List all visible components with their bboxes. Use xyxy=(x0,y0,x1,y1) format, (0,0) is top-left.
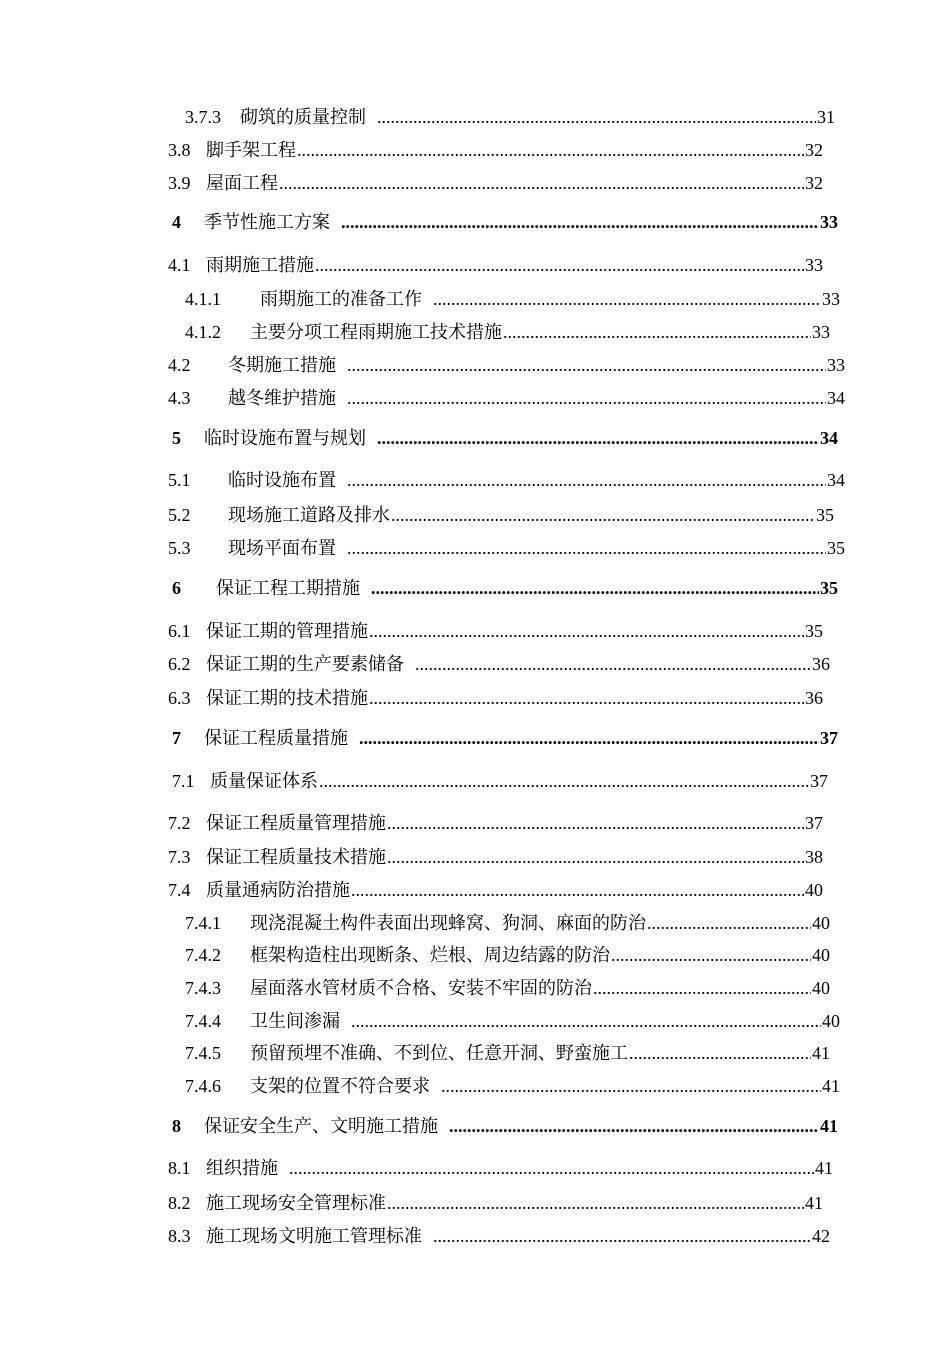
toc-entry-page-number: 41 xyxy=(820,1116,838,1136)
toc-entry-title: 施工现场安全管理标准 xyxy=(206,1193,386,1213)
toc-entry[interactable] xyxy=(185,977,830,999)
toc-entry-title: 雨期施工措施 xyxy=(206,255,314,275)
toc-entry-number: 3.7.3 xyxy=(185,107,221,127)
toc-dot-leader xyxy=(387,812,804,834)
toc-entry-number: 6.1 xyxy=(168,621,191,641)
toc-entry-number: 7.4.5 xyxy=(185,1043,221,1063)
toc-entry-number: 5.1 xyxy=(168,470,191,490)
toc-entry-page-number: 36 xyxy=(805,688,823,708)
toc-entry[interactable] xyxy=(185,288,840,310)
toc-entry-number: 4.1.2 xyxy=(185,322,221,342)
toc-entry[interactable] xyxy=(185,106,835,128)
toc-entry-page-number: 33 xyxy=(805,255,823,275)
toc-entry-page-number: 34 xyxy=(820,428,838,448)
toc-entry[interactable] xyxy=(172,1115,838,1137)
toc-entry[interactable] xyxy=(168,139,823,161)
toc-entry[interactable] xyxy=(185,1010,840,1032)
toc-dot-leader xyxy=(341,211,819,233)
toc-entry-number: 3.8 xyxy=(168,140,191,160)
toc-entry-number: 5.3 xyxy=(168,538,191,558)
toc-entry-title: 现浇混凝土构件表面出现蜂窝、狗洞、麻面的防治 xyxy=(250,913,646,933)
toc-entry-title: 保证工程质量管理措施 xyxy=(206,813,386,833)
toc-entry[interactable] xyxy=(172,211,838,233)
toc-entry-title: 屋面落水管材质不合格、安装不牢固的防治 xyxy=(250,978,592,998)
toc-dot-leader xyxy=(369,687,804,709)
toc-entry[interactable] xyxy=(168,254,823,276)
toc-dot-leader xyxy=(315,254,804,276)
toc-entry-number: 6.2 xyxy=(168,654,191,674)
toc-entry-title: 预留预埋不准确、不到位、任意开洞、野蛮施工 xyxy=(250,1043,628,1063)
toc-entry-page-number: 35 xyxy=(820,578,838,598)
toc-entry-title: 支架的位置不符合要求 xyxy=(250,1076,430,1096)
toc-entry-title: 保证工期的管理措施 xyxy=(206,621,368,641)
toc-entry[interactable] xyxy=(185,944,830,966)
toc-entry[interactable] xyxy=(168,687,823,709)
toc-entry-page-number: 36 xyxy=(812,654,830,674)
toc-dot-leader xyxy=(611,944,811,966)
toc-entry-number: 8.2 xyxy=(168,1193,191,1213)
toc-entry-title: 保证工期的技术措施 xyxy=(206,688,368,708)
toc-entry[interactable] xyxy=(168,879,823,901)
toc-entry-title: 屋面工程 xyxy=(206,173,278,193)
toc-entry-number: 7.3 xyxy=(168,847,191,867)
toc-entry-number: 7.4.6 xyxy=(185,1076,221,1096)
toc-entry-number: 6 xyxy=(172,578,181,598)
toc-entry-number: 6.3 xyxy=(168,688,191,708)
toc-entry-number: 4 xyxy=(172,212,181,232)
toc-dot-leader xyxy=(441,1075,821,1097)
toc-entry-page-number: 34 xyxy=(827,388,845,408)
toc-entry-page-number: 37 xyxy=(805,813,823,833)
toc-entry-title: 质量通病防治措施 xyxy=(206,880,350,900)
toc-entry-number: 7.4.1 xyxy=(185,913,221,933)
toc-dot-leader xyxy=(279,172,804,194)
toc-entry-title: 组织措施 xyxy=(206,1158,278,1178)
toc-entry-page-number: 33 xyxy=(827,355,845,375)
toc-entry[interactable] xyxy=(168,354,845,376)
toc-dot-leader xyxy=(449,1115,819,1137)
toc-dot-leader xyxy=(289,1157,814,1179)
toc-entry[interactable] xyxy=(168,504,834,526)
toc-dot-leader xyxy=(347,387,826,409)
toc-entry-number: 7.4.4 xyxy=(185,1011,221,1031)
toc-entry-page-number: 33 xyxy=(820,212,838,232)
toc-entry[interactable] xyxy=(172,770,828,792)
toc-entry-number: 4.1.1 xyxy=(185,289,221,309)
toc-dot-leader xyxy=(629,1042,811,1064)
toc-entry[interactable] xyxy=(168,469,845,491)
toc-entry-number: 7.2 xyxy=(168,813,191,833)
toc-entry[interactable] xyxy=(168,620,823,642)
toc-entry-page-number: 40 xyxy=(812,978,830,998)
toc-entry[interactable] xyxy=(185,912,830,934)
toc-entry-page-number: 41 xyxy=(805,1193,823,1213)
toc-dot-leader xyxy=(593,977,811,999)
toc-entry-page-number: 35 xyxy=(816,505,834,525)
toc-entry[interactable] xyxy=(172,727,838,749)
toc-entry-page-number: 37 xyxy=(820,728,838,748)
toc-entry-page-number: 34 xyxy=(827,470,845,490)
toc-entry-title: 主要分项工程雨期施工技术措施 xyxy=(250,322,502,342)
toc-entry-page-number: 31 xyxy=(817,107,835,127)
toc-entry[interactable] xyxy=(168,1192,823,1214)
toc-entry-number: 4.2 xyxy=(168,355,191,375)
toc-entry-title: 保证工程质量措施 xyxy=(204,728,348,748)
toc-entry[interactable] xyxy=(168,1157,833,1179)
toc-entry-page-number: 40 xyxy=(812,913,830,933)
toc-entry-title: 季节性施工方案 xyxy=(204,212,330,232)
toc-entry-page-number: 40 xyxy=(822,1011,840,1031)
toc-dot-leader xyxy=(351,879,804,901)
toc-dot-leader xyxy=(391,504,815,526)
toc-entry-title: 雨期施工的准备工作 xyxy=(260,289,422,309)
toc-entry-page-number: 32 xyxy=(805,173,823,193)
toc-entry-title: 保证安全生产、文明施工措施 xyxy=(204,1116,438,1136)
toc-entry-title: 现场平面布置 xyxy=(228,538,336,558)
toc-entry-number: 7.4 xyxy=(168,880,191,900)
toc-entry-number: 7.4.2 xyxy=(185,945,221,965)
toc-entry-page-number: 33 xyxy=(812,322,830,342)
toc-dot-leader xyxy=(297,139,804,161)
toc-entry-page-number: 41 xyxy=(815,1158,833,1178)
toc-entry-title: 现场施工道路及排水 xyxy=(228,505,390,525)
toc-entry-number: 8 xyxy=(172,1116,181,1136)
toc-dot-leader xyxy=(351,1010,821,1032)
toc-entry-title: 冬期施工措施 xyxy=(228,355,336,375)
toc-entry-number: 4.3 xyxy=(168,388,191,408)
toc-entry-page-number: 40 xyxy=(805,880,823,900)
toc-entry-number: 8.3 xyxy=(168,1226,191,1246)
toc-entry-page-number: 35 xyxy=(805,621,823,641)
toc-entry[interactable] xyxy=(168,537,845,559)
toc-dot-leader xyxy=(387,846,804,868)
toc-entry-title: 框架构造柱出现断条、烂根、周边结露的防治 xyxy=(250,945,610,965)
toc-entry-page-number: 42 xyxy=(812,1226,830,1246)
toc-entry-title: 质量保证体系 xyxy=(210,771,318,791)
toc-dot-leader xyxy=(347,354,826,376)
toc-entry-number: 7.1 xyxy=(172,771,195,791)
toc-dot-leader xyxy=(359,727,819,749)
toc-entry-page-number: 33 xyxy=(822,289,840,309)
toc-dot-leader xyxy=(377,106,816,128)
toc-entry[interactable] xyxy=(185,1042,830,1064)
toc-entry-number: 8.1 xyxy=(168,1158,191,1178)
toc-entry-title: 保证工程质量技术措施 xyxy=(206,847,386,867)
toc-entry-title: 越冬维护措施 xyxy=(228,388,336,408)
toc-entry-title: 保证工期的生产要素储备 xyxy=(206,654,404,674)
toc-entry-page-number: 38 xyxy=(805,847,823,867)
toc-entry-title: 卫生间渗漏 xyxy=(250,1011,340,1031)
toc-entry-page-number: 32 xyxy=(805,140,823,160)
toc-entry-title: 施工现场文明施工管理标准 xyxy=(206,1226,422,1246)
toc-entry-page-number: 41 xyxy=(822,1076,840,1096)
toc-entry-number: 7.4.3 xyxy=(185,978,221,998)
toc-entry[interactable] xyxy=(168,1225,830,1247)
toc-dot-leader xyxy=(647,912,811,934)
toc-entry-page-number: 41 xyxy=(812,1043,830,1063)
toc-dot-leader xyxy=(415,653,811,675)
toc-dot-leader xyxy=(433,288,821,310)
toc-dot-leader xyxy=(503,321,811,343)
toc-dot-leader xyxy=(319,770,809,792)
toc-entry-number: 4.1 xyxy=(168,255,191,275)
toc-entry-title: 临时设施布置 xyxy=(228,470,336,490)
toc-entry[interactable] xyxy=(172,427,838,449)
toc-entry-number: 5 xyxy=(172,428,181,448)
toc-entry[interactable] xyxy=(172,577,838,599)
toc-entry[interactable] xyxy=(168,387,845,409)
toc-entry-number: 7 xyxy=(172,728,181,748)
toc-entry-number: 5.2 xyxy=(168,505,191,525)
toc-entry[interactable] xyxy=(168,172,823,194)
toc-dot-leader xyxy=(347,469,826,491)
toc-dot-leader xyxy=(387,1192,804,1214)
toc-dot-leader xyxy=(377,427,819,449)
toc-entry-title: 临时设施布置与规划 xyxy=(204,428,366,448)
toc-dot-leader xyxy=(371,577,819,599)
toc-entry[interactable] xyxy=(168,846,823,868)
toc-entry-title: 保证工程工期措施 xyxy=(216,578,360,598)
toc-entry[interactable] xyxy=(168,812,823,834)
toc-dot-leader xyxy=(347,537,826,559)
toc-dot-leader xyxy=(369,620,804,642)
toc-entry-title: 脚手架工程 xyxy=(206,140,296,160)
toc-entry-title: 砌筑的质量控制 xyxy=(240,107,366,127)
toc-entry[interactable] xyxy=(185,1075,840,1097)
toc-entry-page-number: 37 xyxy=(810,771,828,791)
toc-entry-page-number: 35 xyxy=(827,538,845,558)
toc-dot-leader xyxy=(433,1225,811,1247)
toc-entry[interactable] xyxy=(185,321,830,343)
toc-entry-page-number: 40 xyxy=(812,945,830,965)
toc-entry-number: 3.9 xyxy=(168,173,191,193)
toc-entry[interactable] xyxy=(168,653,830,675)
